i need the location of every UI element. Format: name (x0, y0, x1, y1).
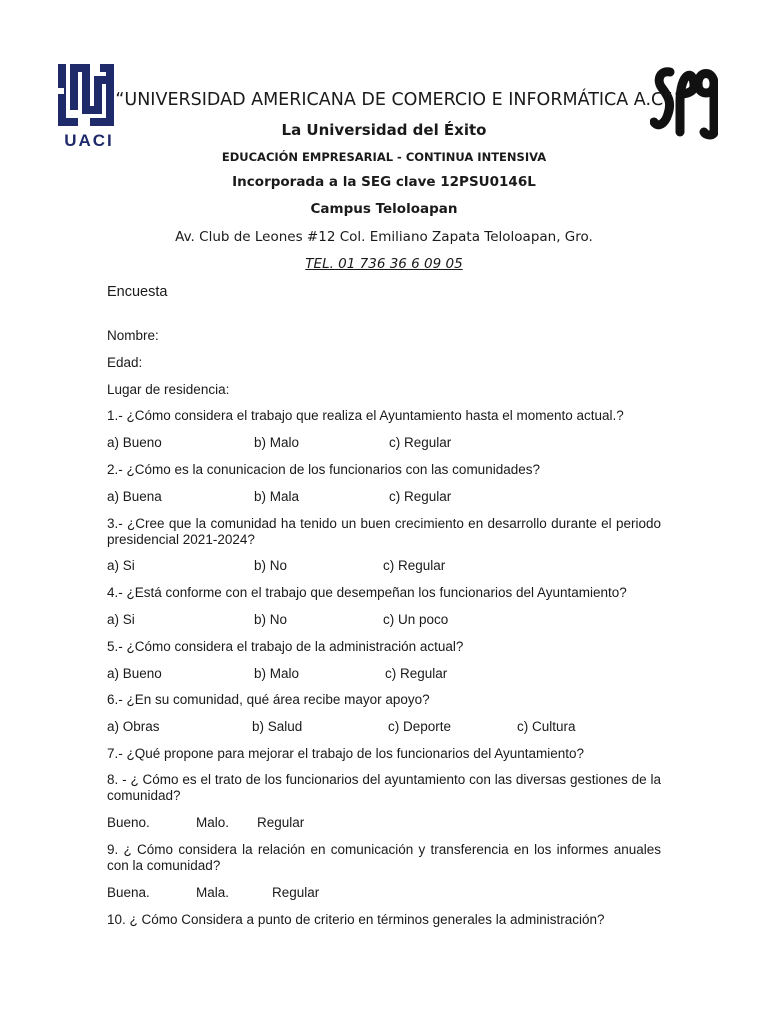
q1-option-b: b) Malo (254, 435, 300, 450)
q6-option-b: b) Salud (252, 719, 303, 734)
q3-option-c: c) Regular (383, 558, 446, 573)
question-10: 10. ¿ Cómo Considera a punto de criterio en términos generales la administración? (107, 912, 605, 927)
q3-option-b: b) No (254, 558, 288, 573)
q4-option-a: a) Si (107, 612, 135, 627)
q8-option-c: Regular (257, 815, 305, 830)
q9-option-a: Buena. (107, 885, 150, 900)
q1-option-a: a) Bueno (107, 435, 162, 450)
university-name: “UNIVERSIDAD AMERICANA DE COMERCIO E INFORMÁTICA A.C” (115, 90, 673, 110)
q8-option-b: Malo. (196, 815, 230, 830)
field-residence: Lugar de residencia: (107, 382, 230, 397)
q5-option-a: a) Bueno (107, 666, 162, 681)
campus-name: Campus Teloloapan (310, 201, 458, 217)
q2-option-c: c) Regular (389, 489, 452, 504)
q4-option-b: b) No (254, 612, 288, 627)
q6-option-a: a) Obras (107, 719, 160, 734)
question-6: 6.- ¿En su comunidad, qué área recibe mayor apoyo? (107, 692, 430, 707)
question-1: 1.- ¿Cómo considera el trabajo que realiza el Ayuntamiento hasta el momento actual.? (107, 408, 624, 423)
field-name: Nombre: (107, 328, 159, 343)
q2-option-a: a) Buena (107, 489, 162, 504)
q5-option-b: b) Malo (254, 666, 300, 681)
q9-option-c: Regular (272, 885, 320, 900)
question-3: 3.- ¿Cree que la comunidad ha tenido un buen crecimiento en desarrollo durante el periodo presidencial 2021-2024? (107, 516, 661, 547)
address-line: Av. Club de Leones #12 Col. Emiliano Zapata Teloloapan, Gro. (175, 229, 593, 245)
q8-option-a: Bueno. (107, 815, 150, 830)
university-slogan: La Universidad del Éxito (281, 121, 487, 139)
q5-option-c: c) Regular (385, 666, 448, 681)
q9-option-b: Mala. (196, 885, 230, 900)
q4-option-c: c) Un poco (383, 612, 449, 627)
question-5: 5.- ¿Cómo considera el trabajo de la administración actual? (107, 639, 464, 654)
q1-option-c: c) Regular (389, 435, 452, 450)
question-7: 7.- ¿Qué propone para mejorar el trabajo de los funcionarios del Ayuntamiento? (107, 746, 585, 761)
incorporation-line: Incorporada a la SEG clave 12PSU0146L (232, 174, 536, 190)
survey-title: Encuesta (107, 284, 168, 300)
question-9: 9. ¿ Cómo considera la relación en comunicación y transferencia en los informes anuales con la comunidad? (107, 842, 661, 873)
q6-option-c: c) Deporte (388, 719, 452, 734)
question-2: 2.- ¿Cómo es la conunicacion de los funcionarios con las comunidades? (107, 462, 540, 477)
uaci-logo-text: UACI (64, 131, 114, 150)
q3-option-a: a) Si (107, 558, 135, 573)
field-age: Edad: (107, 355, 143, 370)
question-8: 8. - ¿ Cómo es el trato de los funcionarios del ayuntamiento con las diversas gestiones de la comunidad? (107, 772, 661, 803)
program-name: EDUCACIÓN EMPRESARIAL - CONTINUA INTENSIVA (221, 150, 547, 164)
q6-option-d: c) Cultura (517, 719, 576, 734)
q2-option-b: b) Mala (254, 489, 300, 504)
question-4: 4.- ¿Está conforme con el trabajo que desempeñan los funcionarios del Ayuntamiento? (107, 585, 627, 600)
phone-number: TEL. 01 736 36 6 09 05 (305, 256, 463, 272)
